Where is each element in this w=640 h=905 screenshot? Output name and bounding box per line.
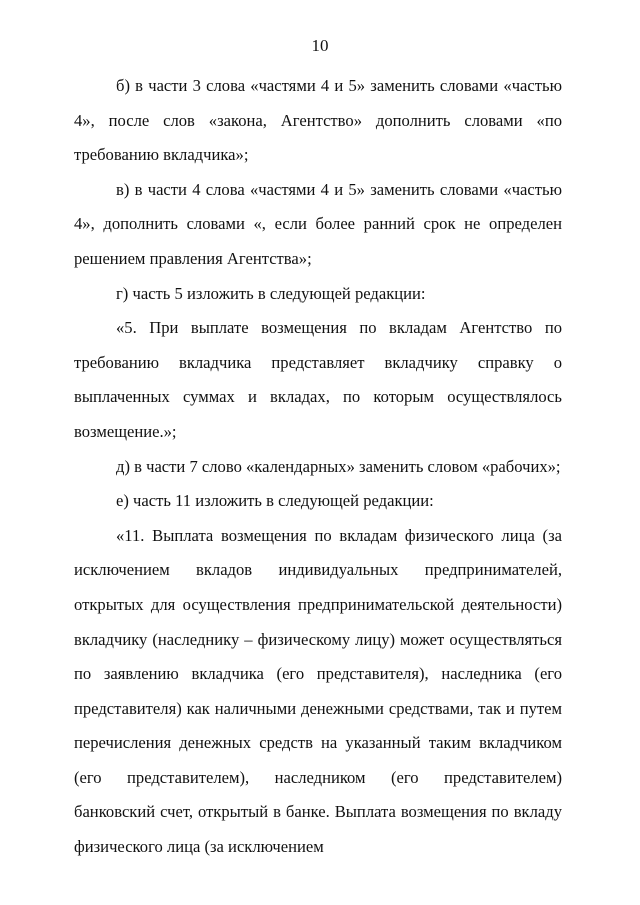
paragraph-quote-11: «11. Выплата возмещения по вкладам физического лица (за исключением вкладов индивидуальных предпринимателей, открытых для осуществления предпринимательской деятельности) вкладчику (наследнику – физическому лицу) может осуществляться по заявлению вкладчика (его представителя), наследника (его представителя) как наличными денежными средствами, так и путем перечисления денежных средств на указанный таким вкладчиком (его представителем), наследником (его представителем) банковский счет, открытый в банке. Выплата возмещения по вкладу физического лица (за исключением xyxy=(74,525,562,857)
paragraph-g: г) часть 5 изложить в следующей редакции: xyxy=(116,283,426,303)
paragraph-v: в) в части 4 слова «частями 4 и 5» заменить словами «частью 4», дополнить словами «, если более ранний срок не определен решением правления Агентства»; xyxy=(74,179,562,268)
document-body xyxy=(74,69,562,865)
paragraph-d: д) в части 7 слово «календарных» заменить словом «рабочих»; xyxy=(116,456,561,476)
paragraph-b: б) в части 3 слова «частями 4 и 5» заменить словами «частью 4», после слов «закона, Агентство» дополнить словами «по требованию вкладчика»; xyxy=(74,76,562,165)
paragraph-quote-5: «5. При выплате возмещения по вкладам Агентство по требованию вкладчика представляет вкладчику справку о выплаченных суммах и вкладах, по которым осуществлялось возмещение.»; xyxy=(74,318,562,441)
page-number: 10 xyxy=(311,36,329,55)
paragraph-e: е) часть 11 изложить в следующей редакции: xyxy=(116,491,434,511)
